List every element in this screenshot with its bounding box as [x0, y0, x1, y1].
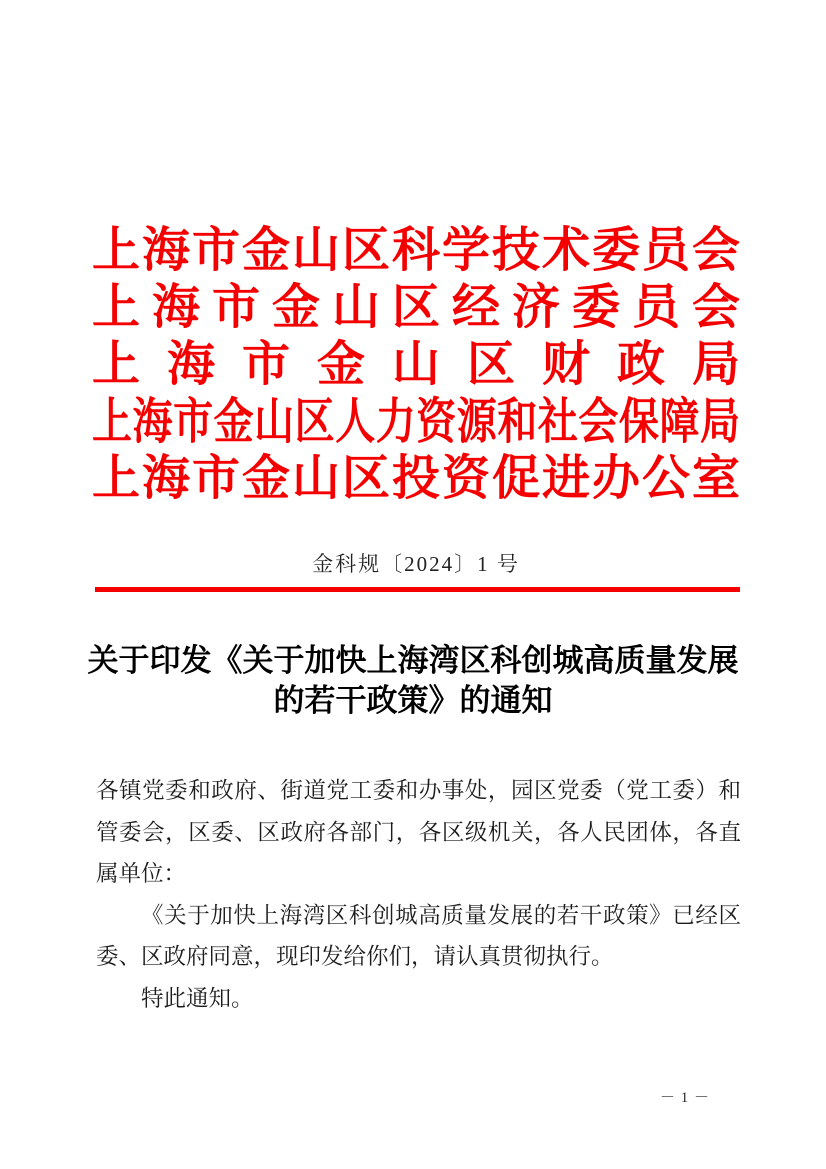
org-name-line-1: 上海市金山区科学技术委员会 — [92, 224, 740, 277]
document-body — [96, 770, 741, 1019]
letterhead — [92, 222, 740, 507]
document-title — [50, 641, 776, 721]
addressee-paragraph: 各镇党委和政府、街道党工委和办事处，园区党委（党工委）和管委会，区委、区政府各部门，各区级机关，各人民团体，各直属单位： — [96, 778, 741, 886]
main-paragraph: 《关于加快上海湾区科创城高质量发展的若干政策》已经区委、区政府同意，现印发给你们，请认真贯彻执行。 — [96, 902, 741, 969]
document-title-line-2: 的若干政策》的通知 — [273, 683, 553, 718]
org-name-line-5: 上海市金山区投资促进办公室 — [92, 452, 740, 505]
red-divider-line — [95, 587, 740, 592]
document-number: 金科规〔2024〕1 号 — [312, 552, 520, 576]
org-name-line-2: 上海市金山区经济委员会 — [92, 281, 740, 334]
notice-paragraph: 特此通知。 — [141, 985, 254, 1011]
document-title-line-1: 关于印发《关于加快上海湾区科创城高质量发展 — [87, 643, 739, 678]
org-name-line-3: 上海市金山区财政局 — [92, 338, 740, 391]
org-name-line-4: 上海市金山区人力资源和社会保障局 — [92, 394, 740, 449]
page-number: － 1 － — [660, 1090, 711, 1106]
